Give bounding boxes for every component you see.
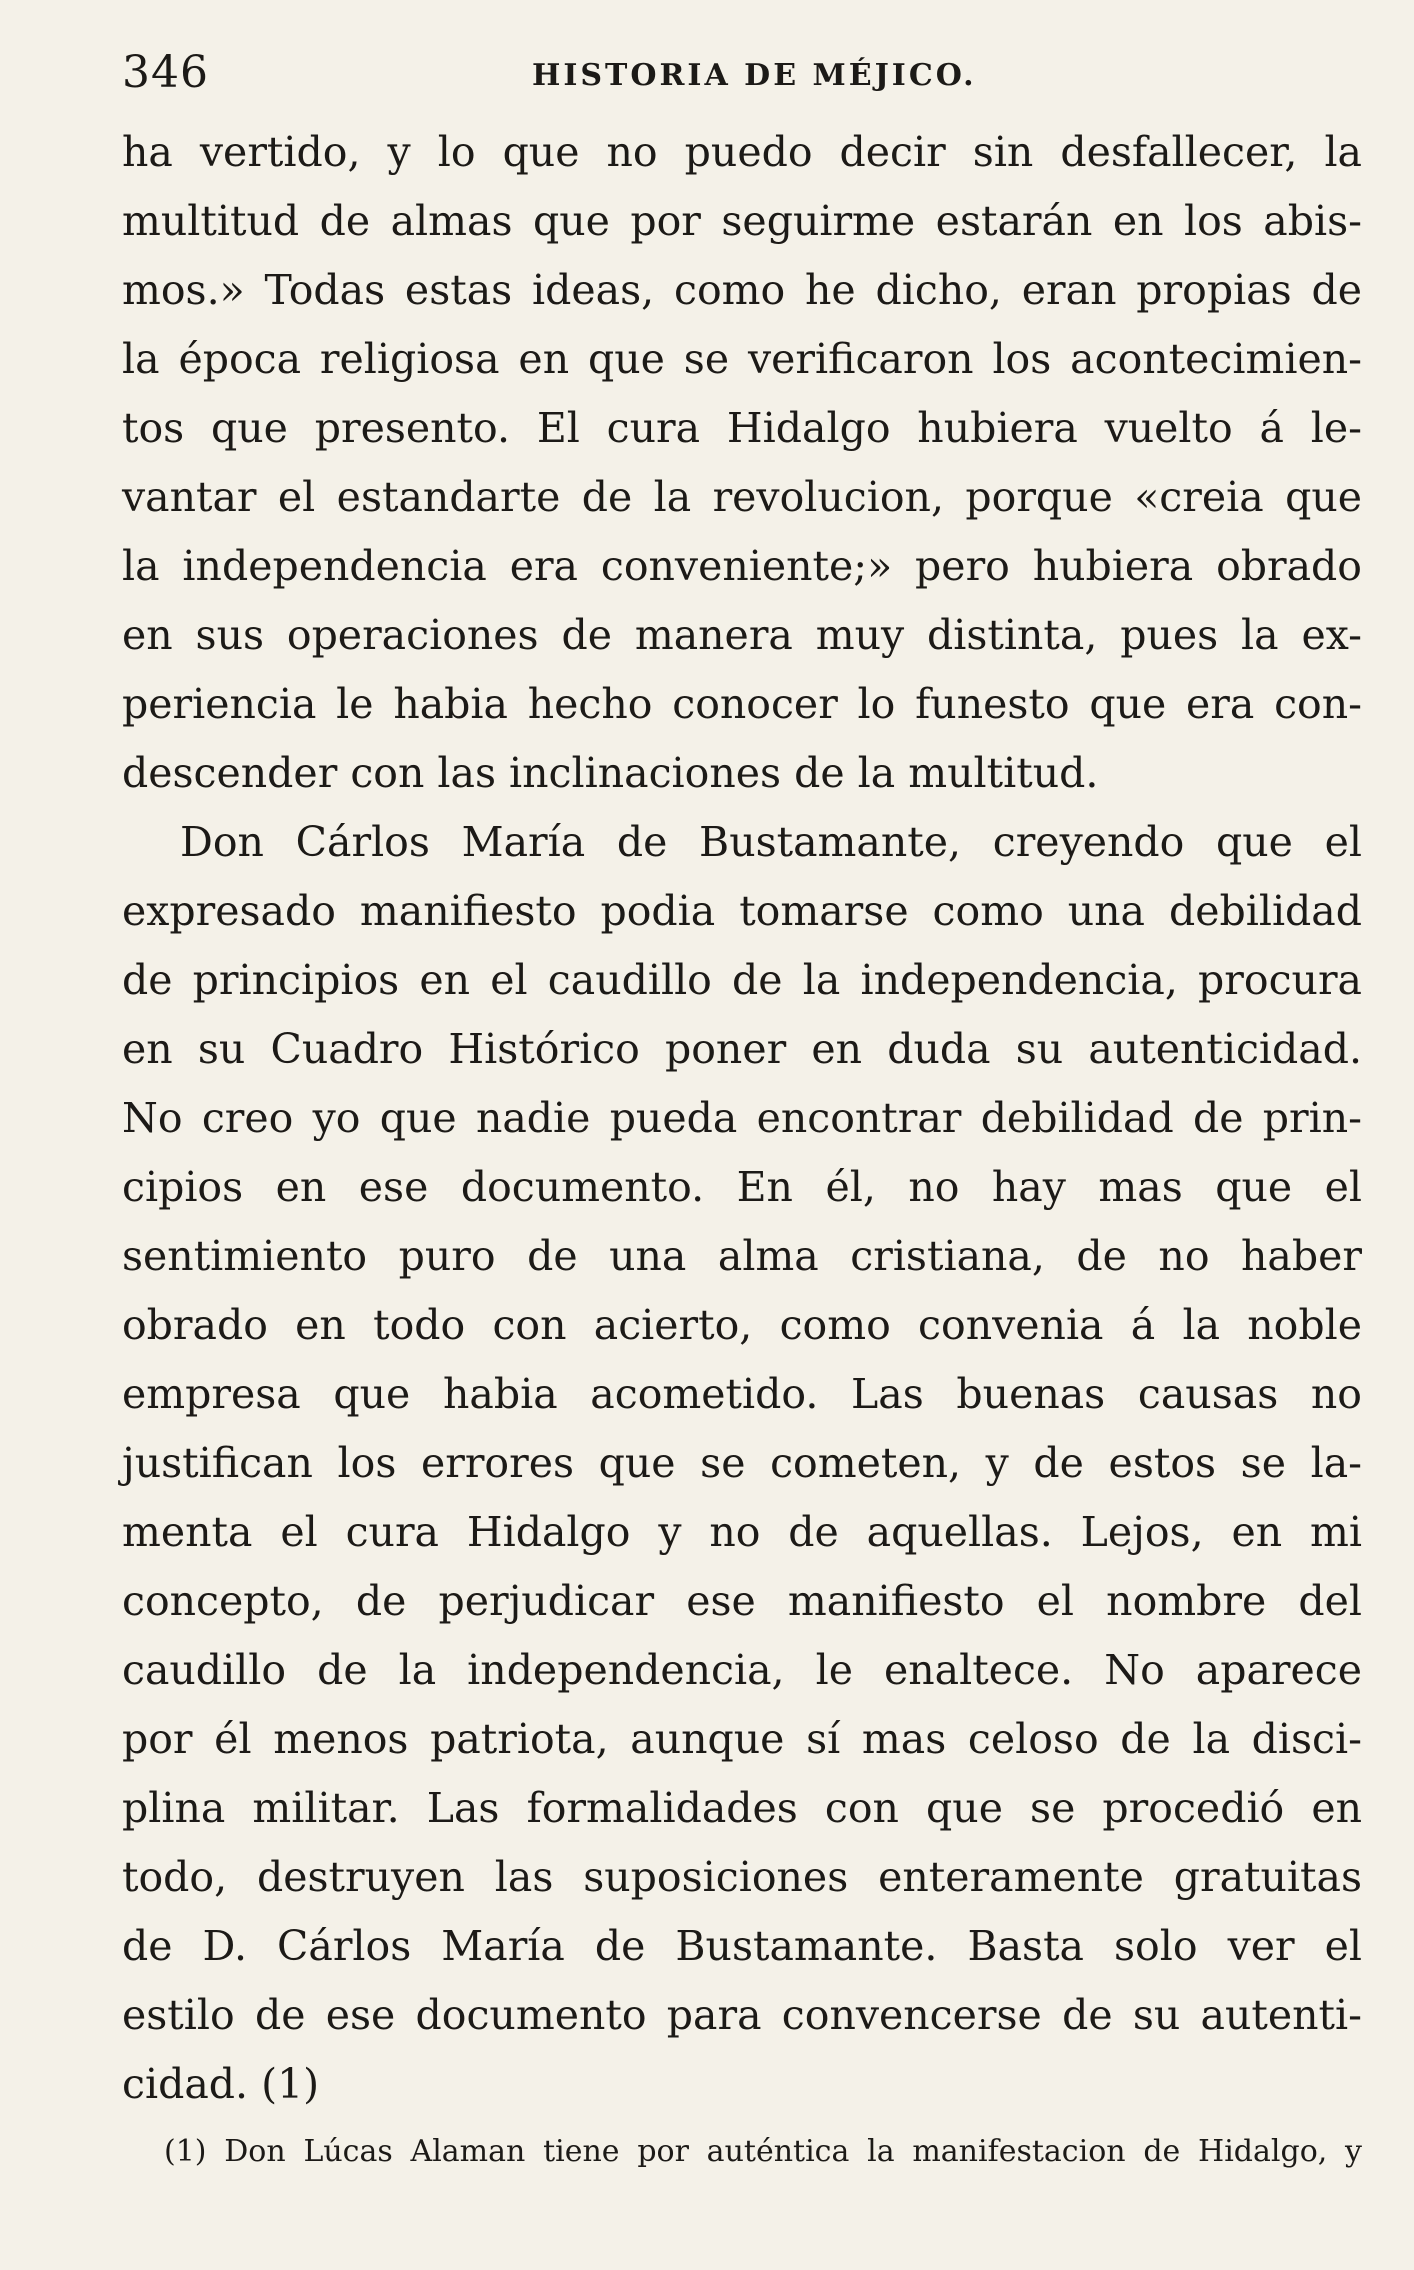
text-line: caudillo de la independencia, le enaltece. No aparece [122, 1646, 1362, 1694]
text-line: expresado manifiesto podia tomarse como una debilidad [122, 887, 1362, 935]
text-line: mos.» Todas estas ideas, como he dicho, eran propias de [122, 266, 1362, 314]
text-line: en su Cuadro Histórico poner en duda su autenticidad. [122, 1025, 1362, 1073]
text-line: obrado en todo con acierto, como convenia á la noble [122, 1301, 1362, 1349]
text-line: todo, destruyen las suposiciones enteramente gratuitas [122, 1853, 1362, 1901]
text-line: plina militar. Las formalidades con que se procedió en [122, 1784, 1362, 1832]
text-line: multitud de almas que por seguirme estarán en los abis- [122, 197, 1362, 245]
paragraph-1 [122, 118, 1362, 808]
text-line: empresa que habia acometido. Las buenas causas no [122, 1370, 1362, 1418]
text-line: ha vertido, y lo que no puedo decir sin desfallecer, la [122, 128, 1362, 176]
text-line: cidad. (1) [122, 2060, 320, 2108]
text-line: estilo de ese documento para convencerse de su autenti- [122, 1991, 1362, 2039]
text-line: vantar el estandarte de la revolucion, porque «creia que [122, 473, 1362, 521]
text-line: de D. Cárlos María de Bustamante. Basta solo ver el [122, 1922, 1362, 1970]
text-line: sentimiento puro de una alma cristiana, de no haber [122, 1232, 1362, 1280]
text-line: la época religiosa en que se verificaron los acontecimien- [122, 335, 1362, 383]
text-line: menta el cura Hidalgo y no de aquellas. Lejos, en mi [122, 1508, 1362, 1556]
running-head [122, 48, 1362, 98]
text-line: cipios en ese documento. En él, no hay mas que el [122, 1163, 1362, 1211]
text-line: No creo yo que nadie pueda encontrar debilidad de prin- [122, 1094, 1362, 1142]
text-line: concepto, de perjudicar ese manifiesto el nombre del [122, 1577, 1362, 1625]
body-text [122, 118, 1362, 2119]
text-line: en sus operaciones de manera muy distinta, pues la ex- [122, 611, 1362, 659]
text-line: Don Cárlos María de Bustamante, creyendo que el [180, 818, 1362, 866]
text-line: descender con las inclinaciones de la multitud. [122, 749, 1099, 797]
text-line: justifican los errores que se cometen, y de estos se la- [122, 1439, 1362, 1487]
paragraph-2 [122, 808, 1362, 2119]
text-line: la independencia era conveniente;» pero hubiera obrado [122, 542, 1362, 590]
text-line: periencia le habia hecho conocer lo funesto que era con- [122, 680, 1362, 728]
text-line: de principios en el caudillo de la independencia, procura [122, 956, 1362, 1004]
text-line: tos que presento. El cura Hidalgo hubiera vuelto á le- [122, 404, 1362, 452]
page-number: 346 [122, 47, 209, 98]
text-line: por él menos patriota, aunque sí mas celoso de la disci- [122, 1715, 1362, 1763]
running-title: HISTORIA DE MÉJICO. [532, 58, 977, 93]
footnote: (1) Don Lúcas Alaman tiene por auténtica la manifestacion de Hidalgo, y [164, 2134, 1362, 2169]
